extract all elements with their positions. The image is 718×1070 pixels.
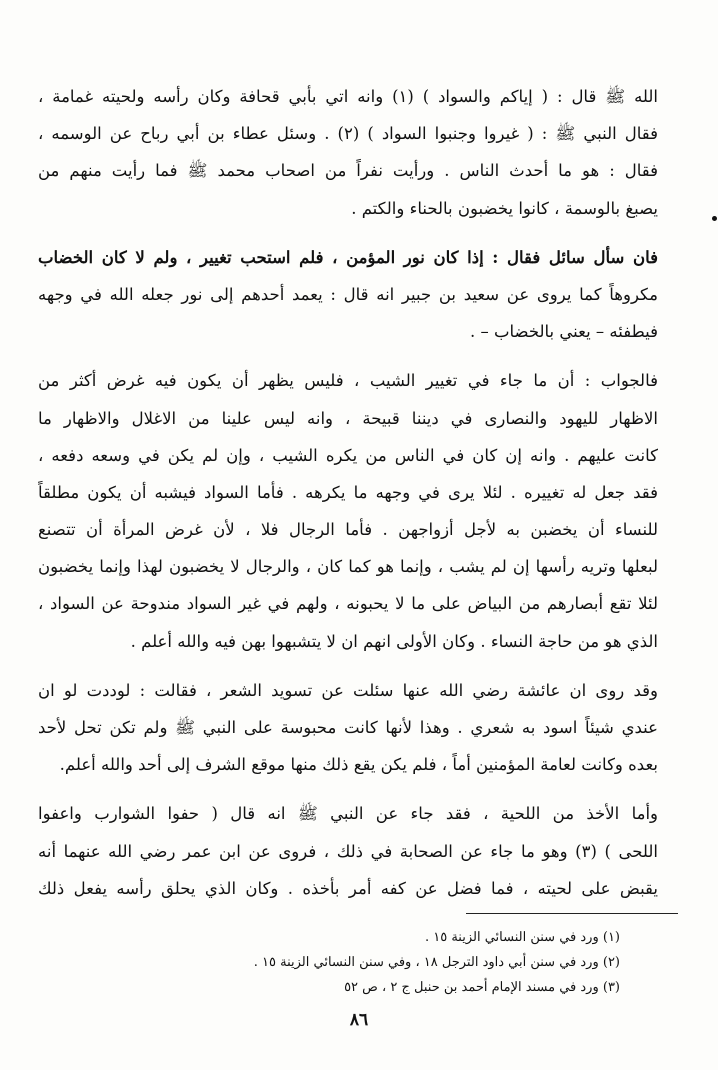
page-number: ٨٦ <box>349 1010 369 1030</box>
footnote-divider <box>466 913 678 914</box>
text-line: يقبض على لحيته ، فما فضل عن كفه أمر بأخذه . وكان الذي يحلق رأسه يفعل ذلك <box>38 878 658 898</box>
footnotes <box>100 925 620 1000</box>
text-line: فقال : هو ما أحدث الناس . ورأيت نفراً من اصحاب محمد ﷺ فما رأيت منهم من <box>38 161 658 181</box>
text-line: للنساء أن يخضبن به لأجل أزواجهن . فأما الرجال فلا ، لأن غرض المرأة أن تتصنع <box>38 520 658 540</box>
text-line: مكروهاً كما يروى عن سعيد بن جبير انه قال : يعمد أحدهم إلى نور جعله الله في وجهه <box>38 284 658 304</box>
body-text <box>38 78 658 907</box>
text-line: فقد جعل له تغييره . لئلا يرى في وجهه ما يكرهه . فأما السواد فيشبه أن يكون مطلقاً <box>38 482 658 502</box>
text-line: وقد روى ان عائشة رضي الله عنها سئلت عن تسويد الشعر ، فقالت : لوددت لو ان <box>38 680 658 700</box>
text-line: الله ﷺ قال : ( إياكم والسواد ) (١) وانه اتي بأبي قحافة وكان رأسه ولحيته غمامة ، <box>38 87 658 106</box>
text-line: بعده وكانت لعامة المؤمنين أماً ، فلم يكن يقع ذلك منها موقع الشرف إلى أحد والله أعلم. <box>59 755 658 775</box>
text-line: عندي شيئاً اسود به شعري . وهذا لأنها كانت محبوسة على النبي ﷺ ولم تكن تحل لأحد <box>38 718 658 737</box>
text-line: فالجواب : أن ما جاء في تغيير الشيب ، فليس يظهر أن يكون فيه غرض أكثر من <box>38 371 658 391</box>
paragraph-4 <box>38 672 658 784</box>
paragraph-5 <box>38 795 658 907</box>
footnote: (٣) ورد في مسند الإمام أحمد بن حنبل ج ٢ ، ص ٥٢ <box>344 980 620 995</box>
footnote: (١) ورد في سنن النسائي الزينة ١٥ . <box>424 930 620 945</box>
scan-mark <box>712 216 717 221</box>
footnote: (٢) ورد في سنن أبي داود الترجل ١٨ ، وفي سنن النسائي الزينة ١٥ . <box>253 955 620 970</box>
text-line: الاظهار لليهود والنصارى في ديننا قبيحة ، وانه ليس علينا من الاغلال والاظهار ما <box>38 408 658 428</box>
paragraph-1 <box>38 78 658 227</box>
text-line: الذي هو من حاجة النساء . وكان الأولى انهم ان لا يتشبهوا بهن فيه والله أعلم . <box>130 631 658 651</box>
text-line: فقال النبي ﷺ : ( غيروا وجنبوا السواد ) (٢) . وسئل عطاء بن أبي رباح عن الوسمه ، <box>38 124 658 144</box>
text-line: كانت عليهم . وانه إن كان في الناس من يكره الشيب ، وإن لم يكن في وسعه دفعه ، <box>38 445 658 465</box>
text-line: فيطفئه – يعني بالخضاب – . <box>470 322 658 342</box>
paragraph-2 <box>38 239 658 351</box>
paragraph-3 <box>38 362 658 660</box>
text-line: وأما الأخذ من اللحية ، فقد جاء عن النبي ﷺ انه قال ( حفوا الشوارب واعفوا <box>38 804 658 824</box>
text-line: لبعلها وتريه رأسها إن لم يشب ، وإنما هو كما كان ، والرجال لا يخضبون لهذا وإنما يخضبون <box>38 557 658 577</box>
text-line: فان سأل سائل فقال : إذا كان نور المؤمن ، فلم استحب تغيير ، ولم لا كان الخضاب <box>38 247 658 267</box>
text-line: يصبغ بالوسمة ، كانوا يخضبون بالحناء والكتم . <box>351 198 658 218</box>
text-line: اللحى ) (٣) وهو ما جاء عن الصحابة في ذلك ، فروى عن ابن عمر رضي الله عنهما أنه <box>38 841 658 861</box>
text-line: لئلا تقع أبصارهم من البياض على ما لا يحبونه ، ولهم في غير السواد مندوحة عن السواد ، <box>38 594 658 614</box>
